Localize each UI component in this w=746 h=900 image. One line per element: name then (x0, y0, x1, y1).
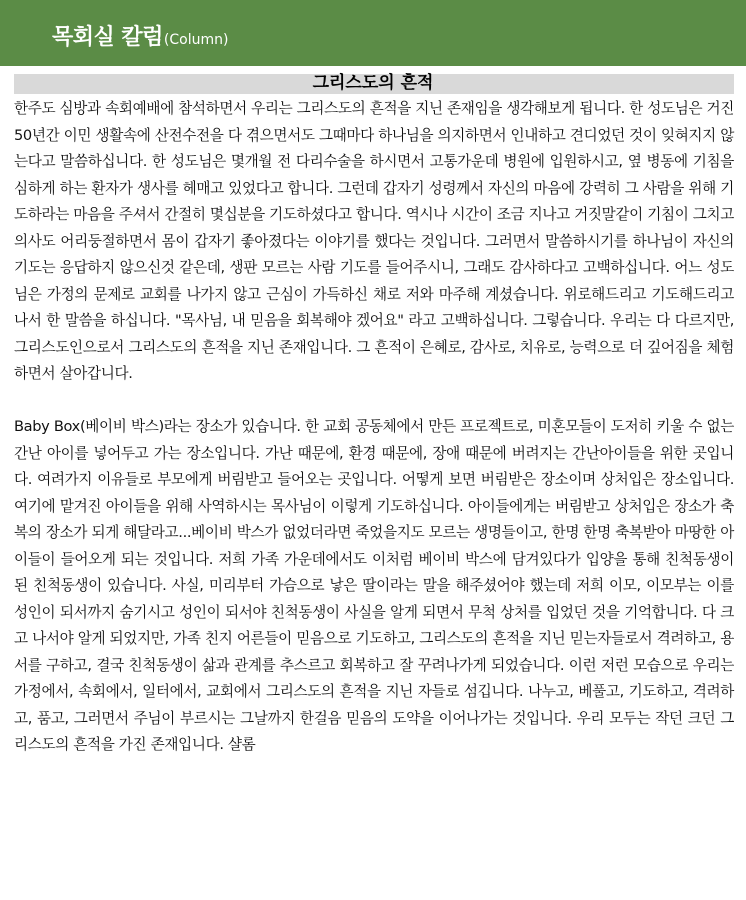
article-paragraph: Baby Box(베이비 박스)라는 장소가 있습니다. 한 교회 공동체에서 만든 프로젝트로, 미혼모들이 도저히 키울 수 없는 간난 아이를 넣어두고 가는 장소입니다. 가난 때문에, 환경 때문에, 장애 때문에 버려지는 간난아이들을 위한 곳입니다. 여려가지 이유들로 부모에게 버림받고 들어오는 곳입니다. 어떻게 보면 버림받은 장소이며 상처입은 장소입니다. 여기에 맡겨진 아이들을 위해 사역하시는 목사님이 이렇게 기도하십니다. 아이들에게는 버림받고 상처입은 장소가 축복의 장소가 되게 해달라고...베이비 박스가 없었더라면 죽었을지도 모르는 생명들이고, 한명 한명 축복받아 마땅한 아이들이 들어오게 되는 것입니다. 저희 가족 가운데에서도 이처럼 베이비 박스에 담겨있다가 입양을 통해 친척동생이 된 친척동생이 있습니다. 사실, 미리부터 가슴으로 낳은 딸이라는 말을 해주셨어야 했는데 저희 이모, 이모부는 이를 성인이 되서까지 숨기시고 성인이 되서야 친척동생이 사실을 알게 되면서 무척 상처를 입었던 것을 기억합니다. 다 크고 나서야 알게 되었지만, 가족 친지 어른들이 믿음으로 기도하고, 그리스도의 흔적을 지닌 믿는자들로서 격려하고, 용서를 구하고, 결국 친척동생이 삶과 관계를 추스르고 회복하고 잘 꾸려나가게 되었습니다. 이런 저런 모습으로 우리는 가정에서, 속회에서, 일터에서, 교회에서 그리스도의 흔적을 지닌 자들로 섬깁니다. 나누고, 베풀고, 기도하고, 격려하고, 품고, 그러면서 주님이 부르시는 그날까지 한걸음 믿음의 도약을 이어나가는 것입니다. 우리 모두는 작던 크던 그리스도의 흔적을 가진 존재입니다. 샬롬 (14, 418, 734, 753)
article-title: 그리스도의 흔적 (312, 73, 434, 93)
column-subtitle: (Column) (163, 32, 229, 48)
column-title: 목회실 칼럼 (52, 25, 163, 50)
column-header (52, 20, 228, 51)
article-body (14, 96, 734, 759)
article-paragraph: 한주도 심방과 속회예배에 참석하면서 우리는 그리스도의 흔적을 지닌 존재임을 생각해보게 됩니다. 한 성도님은 거진 50년간 이민 생활속에 산전수전을 다 겪으면서도 그때마다 하나님을 의지하면서 인내하고 견디었던 것이 잊혀지지 않는다고 말씀하십니다. 한 성도님은 몇개월 전 다리수술을 하시면서 고통가운데 병원에 입원하시고, 옆 병동에 기침을 심하게 하는 환자가 생사를 헤매고 있었다고 합니다. 그런데 갑자기 성령께서 자신의 마음에 강력히 그 사람을 위해 기도하라는 마음을 주셔서 간절히 몇십분을 기도하셨다고 합니다. 역시나 시간이 조금 지나고 거짓말같이 기침이 그치고 의사도 어리둥절하면서 몸이 갑자기 좋아졌다는 이야기를 했다는 것입니다. 그러면서 말씀하시기를 하나님이 자신의 기도는 응답하지 않으신것 같은데, 생판 모르는 사람 기도를 들어주시니, 그래도 감사하다고 고백하십니다. 어느 성도님은 가정의 문제로 교회를 나가지 않고 근심이 가득하신 채로 저와 마주해 계셨습니다. 위로해드리고 기도해드리고 나서 한 말씀을 하십니다. "목사님, 내 믿음을 회복해야 겠어요" 라고 고백하십니다. 그렇습니다. 우리는 다 다르지만, 그리스도인으로서 그리스도의 흔적을 지닌 존재입니다. 그 흔적이 은혜로, 감사로, 치유로, 능력으로 더 깊어짐을 체험하면서 살아갑니다. (14, 100, 734, 382)
